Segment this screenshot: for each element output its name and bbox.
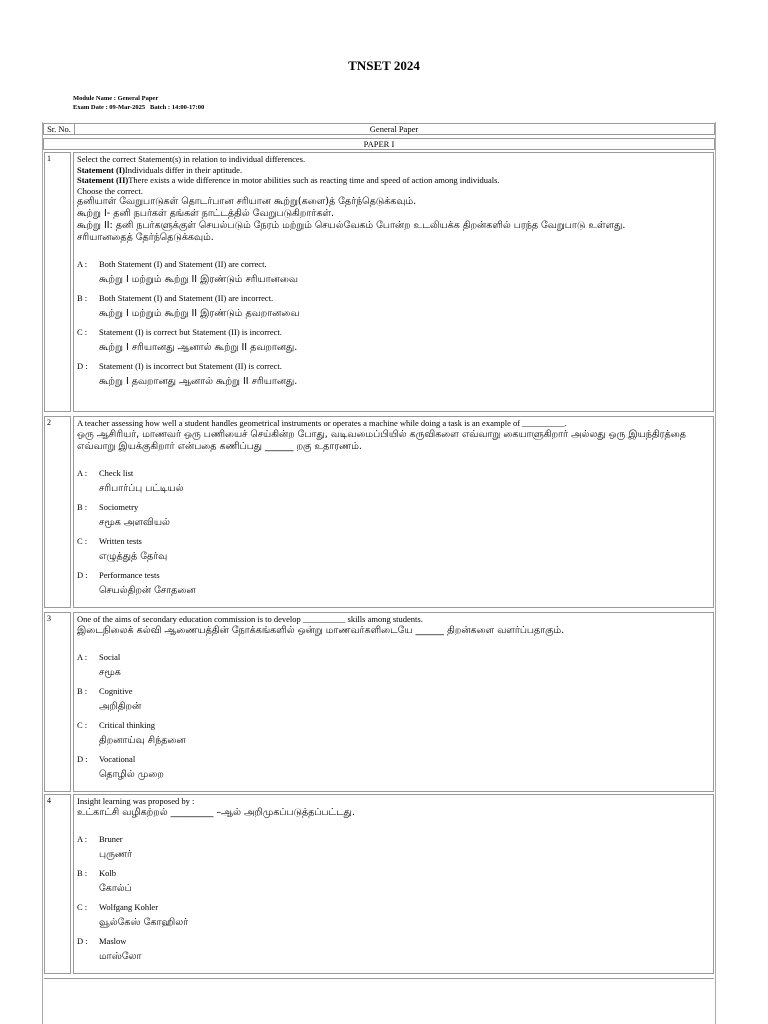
sr-no-header: Sr. No. [44, 124, 75, 134]
question-text-ta: சரியானதைத் தேர்ந்தெடுக்கவும். [77, 232, 214, 243]
question-number: 4 [44, 794, 71, 974]
option-letter: B : [77, 501, 88, 512]
next-question-row [44, 978, 714, 1024]
option-text-ta: அறிதிறன் [99, 700, 142, 712]
option-b [77, 867, 710, 883]
question-number: 3 [44, 612, 71, 792]
option-text-ta: கூற்று I சரியானது ஆனால் கூற்று II தவறானது. [99, 342, 298, 353]
option-letter: B : [77, 293, 88, 303]
option-letter: B : [77, 685, 88, 696]
question-body [73, 612, 714, 792]
option-text-en: Both Statement (I) and Statement (II) are correct. [99, 259, 267, 269]
option-letter: B : [77, 867, 88, 878]
question-row-4 [44, 794, 714, 974]
question-row-1 [44, 152, 714, 412]
question-number: 1 [44, 152, 71, 412]
module-name: Module Name : General Paper [73, 95, 159, 102]
option-letter: C : [77, 535, 88, 546]
option-letter: D : [77, 935, 88, 946]
option-letter: A : [77, 833, 88, 844]
option-d [77, 360, 710, 376]
option-text-en: Critical thinking [99, 719, 155, 730]
option-text-en: Cognitive [99, 685, 133, 696]
option-letter: C : [77, 719, 88, 730]
question-text-ta: கூற்று I- தனி நபர்கள் தங்கள் நாட்டத்தில் வேறுபடுகிறார்கள். [77, 208, 334, 219]
option-text-ta: சமூக அளவியல் [99, 516, 170, 528]
option-text-en: Sociometry [99, 501, 139, 512]
option-text-en: Kolb [99, 867, 116, 878]
option-text-en: Social [99, 651, 121, 662]
exam-date-batch [73, 103, 204, 112]
option-c [77, 719, 710, 735]
option-c [77, 326, 710, 342]
page-title: TNSET 2024 [348, 58, 420, 73]
option-b [77, 501, 710, 517]
option-text-ta: சமூக [99, 666, 121, 678]
question-text-en: One of the aims of secondary education commission is to develop __________ skills among students. [77, 614, 423, 624]
question-body [73, 152, 714, 412]
option-text-ta: கூற்று I மற்றும் கூற்று II இரண்டும் சரியானவை [99, 274, 298, 285]
option-text-en: Performance tests [99, 569, 160, 580]
option-text-en: Statement (I) is incorrect but Statement (II) is correct. [99, 361, 282, 371]
options-list [77, 833, 710, 969]
option-b [77, 292, 710, 308]
option-letter: A : [77, 259, 88, 269]
option-letter: A : [77, 467, 88, 478]
question-text-en: Select the correct Statement(s) in relation to individual differences. [77, 154, 306, 164]
option-a [77, 258, 710, 274]
question-body [73, 794, 714, 974]
option-text-en: Maslow [99, 935, 127, 946]
option-text-ta: செயல்திறன் சோதனை [99, 584, 196, 596]
option-text-ta: புருணர் [99, 848, 132, 860]
option-letter: C : [77, 327, 88, 337]
option-letter: D : [77, 569, 88, 580]
exam-date: Exam Date : 09-Mar-2025 [73, 104, 146, 111]
question-text-ta: கூற்று II: தனி நபர்களுக்குள் செயல்படும் நேரம் மற்றும் செயல்வேகம் போன்ற உடலியக்க திறன்களில் பரந்த வேறுபாடு உள்ளது. [77, 220, 626, 231]
exam-meta [73, 94, 204, 112]
option-b [77, 685, 710, 701]
question-text-ta: இடைநிலைக் கல்வி ஆணையத்தின் நோக்கங்களில் ஒன்று மாணவர்களிடையே ______ திறன்களை வளர்ப்பதாகும். [77, 624, 565, 636]
statement-1-text: Individuals differ in their aptitude. [124, 164, 243, 175]
option-text-en: Vocational [99, 753, 136, 764]
options-list [77, 258, 710, 394]
option-text-ta: சரிபார்ப்பு பட்டியல் [99, 482, 184, 494]
options-list [77, 467, 710, 603]
statement-2-text: There exists a wide difference in motor abilities such as reacting time and speed of action among individuals. [128, 175, 500, 185]
question-text-en: A teacher assessing how well a student handles geometrical instruments or operates a machine while doing a task is an example of __________. [77, 418, 567, 428]
statement-2 [77, 175, 710, 186]
option-letter: D : [77, 361, 88, 371]
question-text-ta: தனியாள் வேறுபாடுகள் தொடர்பான சரியான கூற்று(களை)த் தேர்ந்தெடுக்கவும். [77, 196, 417, 207]
option-text-ta: தொழில் முறை [99, 768, 164, 780]
option-d [77, 753, 710, 769]
option-text-ta: திறனாய்வு சிந்தனை [99, 734, 186, 746]
option-text-ta: கூற்று I தவறானது ஆனால் கூற்று II சரியானது. [99, 376, 298, 387]
option-c [77, 535, 710, 551]
option-text-en: Both Statement (I) and Statement (II) are incorrect. [99, 293, 274, 303]
option-letter: D : [77, 753, 88, 764]
option-text-en: Check list [99, 467, 134, 478]
choose-text: Choose the correct. [77, 185, 143, 196]
option-text-en: Bruner [99, 833, 123, 844]
option-text-ta: எழுத்துத் தேர்வு [99, 550, 168, 562]
question-sheet [42, 122, 716, 1024]
question-row-2 [44, 416, 714, 608]
question-number: 2 [44, 416, 71, 608]
option-text-ta: மாஸ்லோ [99, 950, 142, 962]
option-text-ta: கோல்ப் [99, 882, 132, 894]
option-a [77, 651, 710, 667]
options-list [77, 651, 710, 787]
batch: Batch : 14:00-17:00 [150, 104, 205, 111]
option-text-en: Written tests [99, 535, 142, 546]
option-letter: C : [77, 901, 88, 912]
option-a [77, 833, 710, 849]
question-text-ta: ஒரு ஆசிரியர், மாணவர் ஒரு பணியைச் செய்கின்ற போது, வடிவமைப்பியில் கருவிகளை எவ்வாறு கையாளுகிறார் அல்லது ஒரு இயந்திரத்தை எவ்வாறு இயக்குகிறார் என்பதை கணிப்பது ______ றகு உதாரணம். [77, 428, 686, 452]
paper-label-row: PAPER I [43, 138, 715, 150]
option-d [77, 569, 710, 585]
question-row-3 [44, 612, 714, 792]
question-text-en: Insight learning was proposed by : [77, 796, 195, 806]
option-text-en: Statement (I) is correct but Statement (II) is incorrect. [99, 327, 282, 337]
option-text-ta: கூற்று I மற்றும் கூற்று II இரண்டும் தவறானவை [99, 308, 300, 319]
question-text-ta: உட்காட்சி வழிகற்றல் _________ –ஆல் அறிமுகப்படுத்தப்பட்டது. [77, 806, 355, 818]
statement-1 [77, 165, 710, 176]
statement-1-label: Statement (I) [77, 164, 125, 175]
option-text-ta: வூல்கேஸ் கோஹிலர் [99, 916, 189, 928]
table-header-row [43, 123, 715, 135]
statement-2-label: Statement (II) [77, 175, 129, 185]
option-a [77, 467, 710, 483]
option-d [77, 935, 710, 951]
general-paper-header: General Paper [369, 124, 419, 134]
option-text-en: Wolfgang Kohler [99, 901, 159, 912]
option-letter: A : [77, 651, 88, 662]
question-body [73, 416, 714, 608]
option-c [77, 901, 710, 917]
